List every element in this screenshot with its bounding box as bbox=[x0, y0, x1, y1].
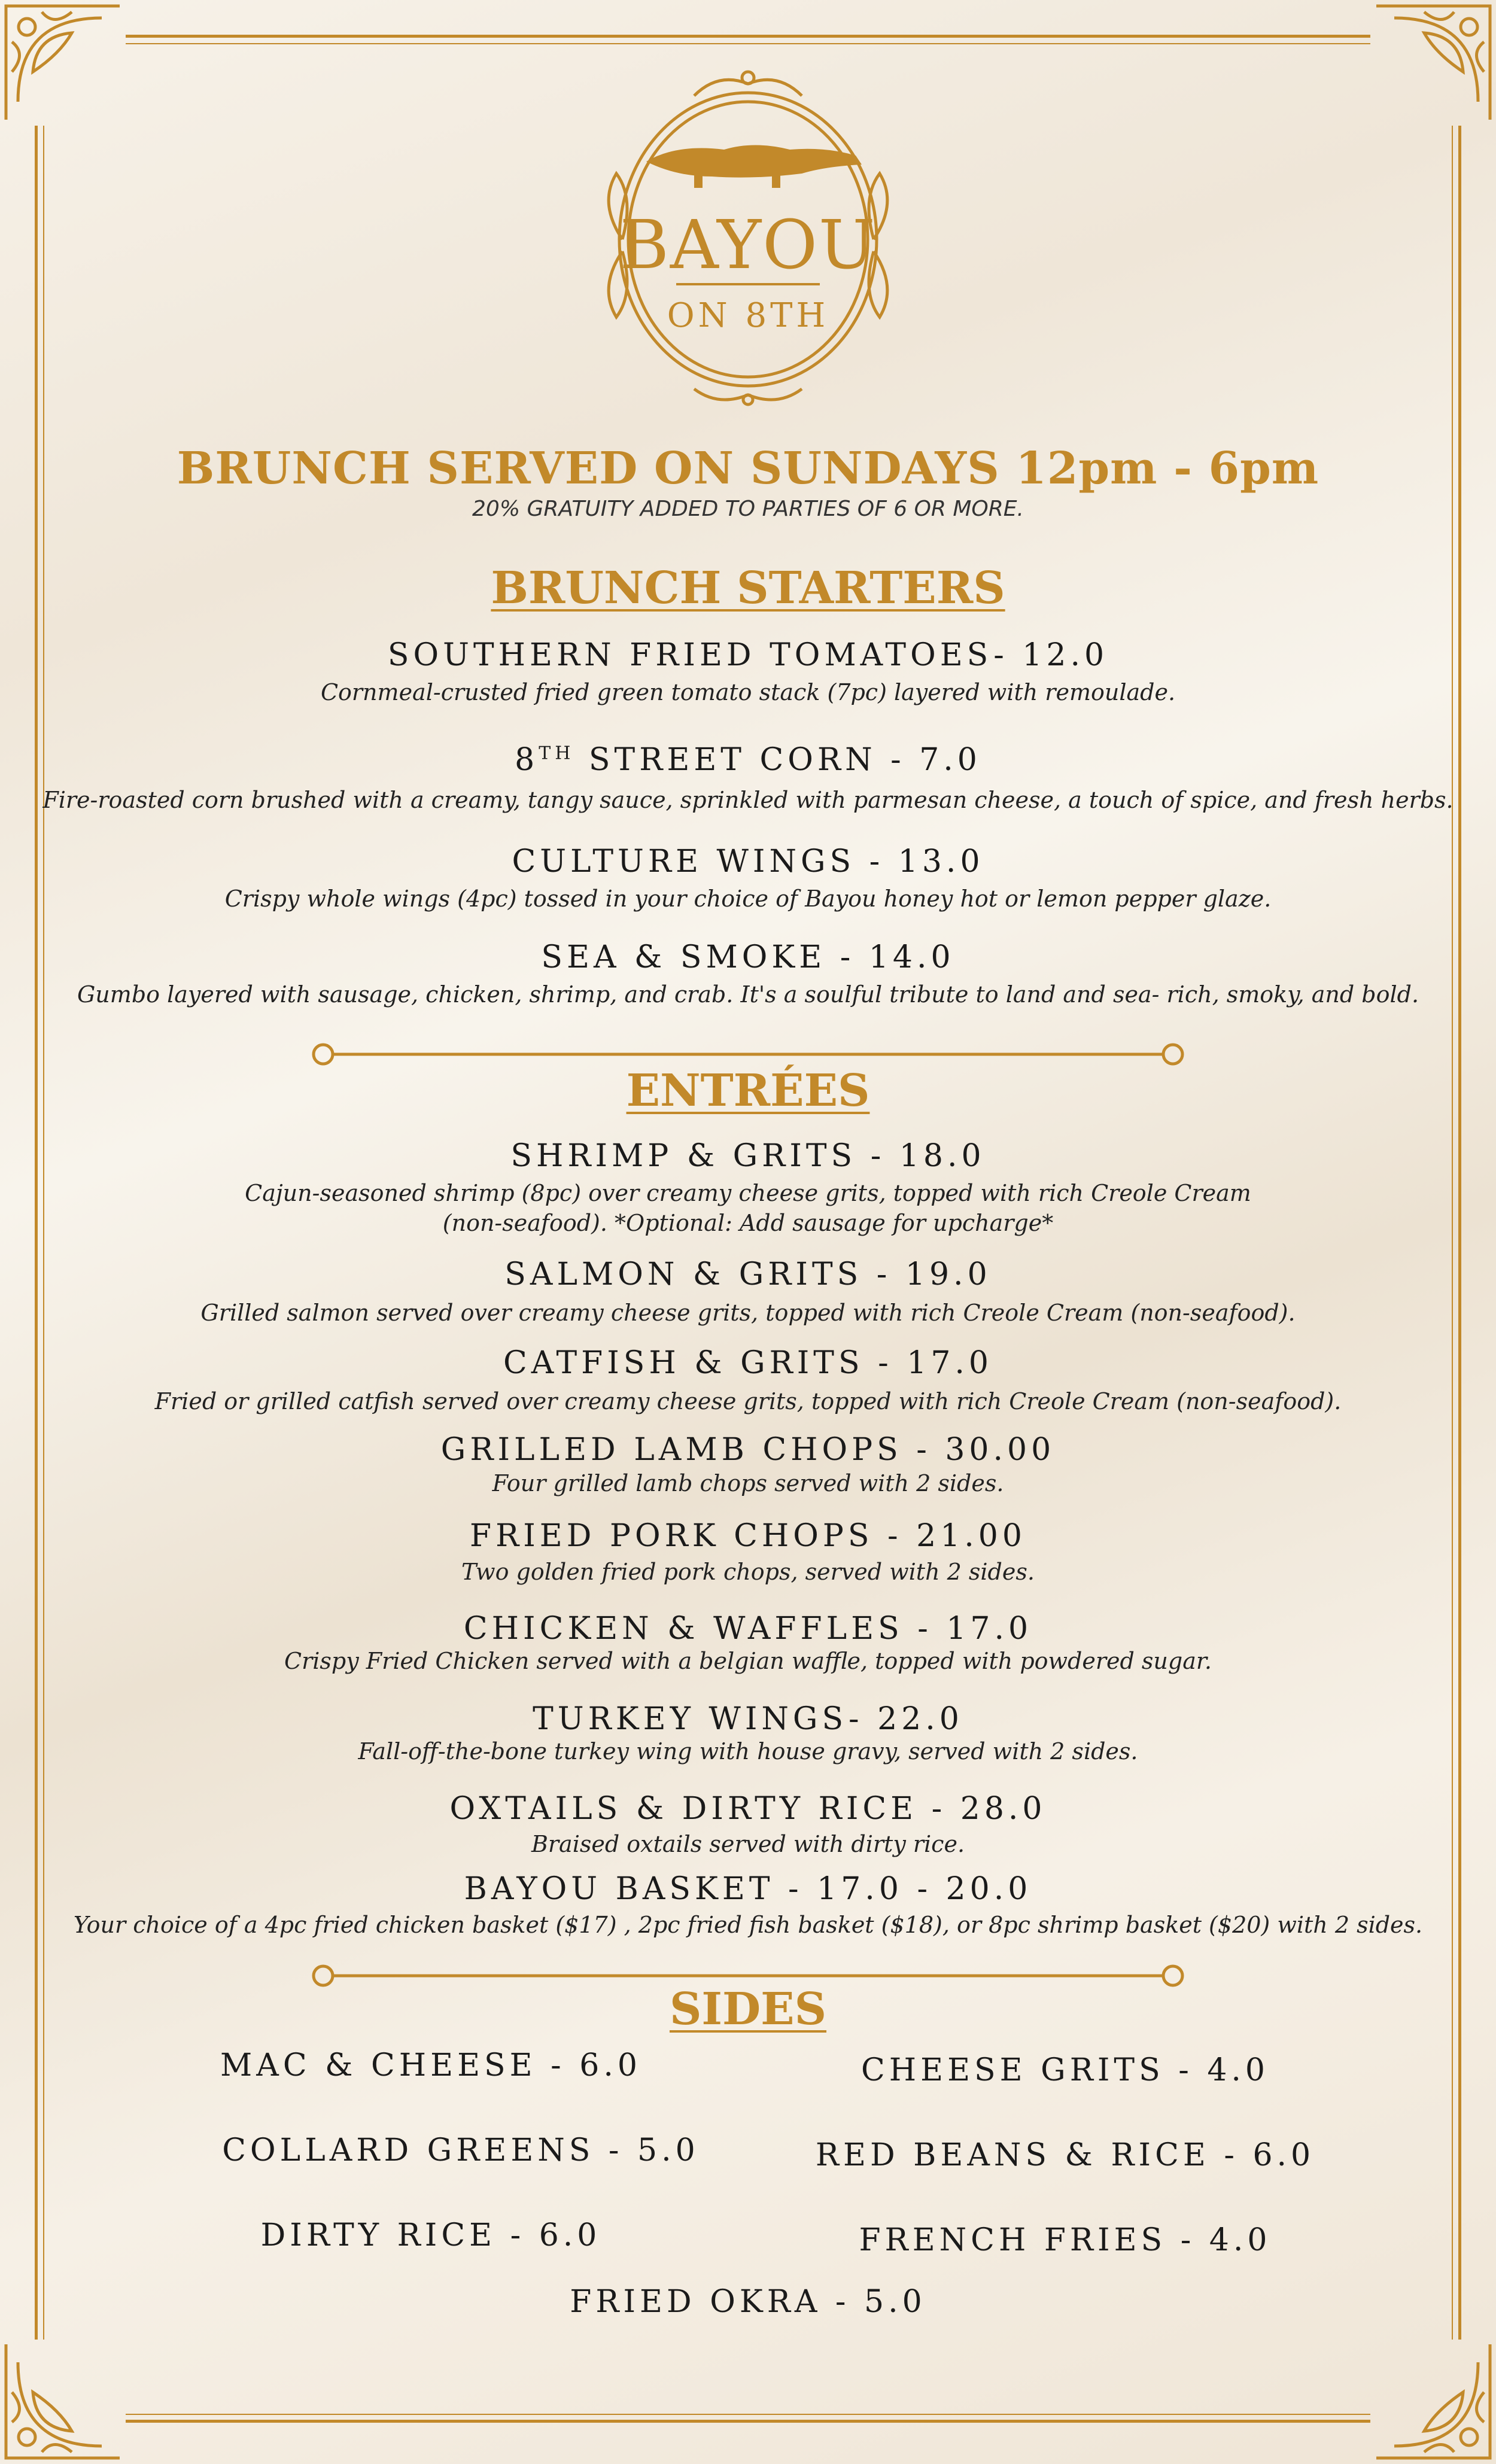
side-item: DIRTY RICE - 6.0 bbox=[260, 2217, 601, 2253]
menu-item-description: Your choice of a 4pc fried chicken basket ($17) , 2pc fried fish basket ($18), or 8pc shrimp basket ($20) with 2 sides. bbox=[73, 1912, 1423, 1938]
menu-item-description: Cajun-seasoned shrimp (8pc) over creamy cheese grits, topped with rich Creole Cream bbox=[245, 1180, 1251, 1206]
menu-item-description: Cornmeal-crusted fried green tomato stack (7pc) layered with remoulade. bbox=[320, 679, 1176, 705]
menu-item-description: Crispy Fried Chicken served with a belgian waffle, topped with powdered sugar. bbox=[284, 1648, 1212, 1674]
entrees-section-title: ENTRÉES bbox=[626, 1065, 870, 1117]
frame-bottom-line-inner bbox=[126, 2414, 1370, 2415]
menu-item-description: Fire-roasted corn brushed with a creamy, tangy sauce, sprinkled with parmesan cheese, a touch of spice, and fresh herbs. bbox=[42, 787, 1454, 813]
menu-item-name: GRILLED LAMB CHOPS - 30.00 bbox=[440, 1432, 1056, 1468]
menu-item-description: Gumbo layered with sausage, chicken, shrimp, and crab. It's a soulful tribute to land and sea- rich, smoky, and bold. bbox=[77, 981, 1419, 1008]
menu-item-description: Grilled salmon served over creamy cheese grits, topped with rich Creole Cream (non-seafood). bbox=[200, 1300, 1296, 1326]
frame-top-line bbox=[126, 35, 1370, 38]
menu-item-name: SEA & SMOKE - 14.0 bbox=[541, 939, 955, 975]
section-divider bbox=[311, 1042, 1185, 1066]
menu-item-description: Four grilled lamb chops served with 2 sides. bbox=[492, 1470, 1004, 1496]
logo-wordmark-bayou: BAYOU bbox=[619, 206, 877, 284]
side-item: FRIED OKRA - 5.0 bbox=[570, 2284, 926, 2320]
menu-item-description: Two golden fried pork chops, served with 2 sides. bbox=[461, 1559, 1035, 1585]
menu-item-name: CHICKEN & WAFFLES - 17.0 bbox=[463, 1611, 1033, 1647]
side-item: COLLARD GREENS - 5.0 bbox=[222, 2133, 700, 2168]
sides-section-title: SIDES bbox=[669, 1984, 827, 2035]
menu-item-description: Braised oxtails served with dirty rice. bbox=[531, 1831, 965, 1857]
menu-item-name: SALMON & GRITS - 19.0 bbox=[504, 1257, 992, 1292]
menu-item-description: Fried or grilled catfish served over creamy cheese grits, topped with rich Creole Cream (non-seafood). bbox=[154, 1388, 1342, 1414]
menu-item-name: CATFISH & GRITS - 17.0 bbox=[503, 1345, 993, 1381]
menu-item-description-line-2: (non-seafood). *Optional: Add sausage for upcharge* bbox=[442, 1210, 1054, 1236]
bayou-logo bbox=[574, 60, 922, 407]
alligator-icon bbox=[646, 145, 862, 188]
menu-item-name-number: 8 bbox=[515, 742, 539, 778]
corner-ornament-bottom-left bbox=[0, 2338, 126, 2464]
corner-ornament-bottom-right bbox=[1370, 2338, 1496, 2464]
menu-item-name bbox=[0, 742, 1496, 778]
side-item: RED BEANS & RICE - 6.0 bbox=[815, 2137, 1315, 2173]
gratuity-note: 20% GRATUITY ADDED TO PARTIES OF 6 OR MORE. bbox=[472, 497, 1024, 521]
menu-item-description: Crispy whole wings (4pc) tossed in your choice of Bayou honey hot or lemon pepper glaze. bbox=[224, 886, 1272, 912]
menu-item-name-ordinal: TH bbox=[539, 743, 575, 764]
menu-item-name-rest: STREET CORN - 7.0 bbox=[574, 742, 981, 778]
starters-section-title: BRUNCH STARTERS bbox=[491, 562, 1005, 614]
menu-item-name: CULTURE WINGS - 13.0 bbox=[512, 844, 984, 880]
side-item: MAC & CHEESE - 6.0 bbox=[220, 2048, 641, 2083]
frame-bottom-line bbox=[126, 2420, 1370, 2423]
menu-item-name: SOUTHERN FRIED TOMATOES- 12.0 bbox=[387, 637, 1109, 673]
menu-item-name: BAYOU BASKET - 17.0 - 20.0 bbox=[464, 1871, 1032, 1907]
logo-wordmark-on-8th: ON 8TH bbox=[667, 296, 829, 335]
corner-ornament-top-right bbox=[1370, 0, 1496, 126]
corner-ornament-top-left bbox=[0, 0, 126, 126]
side-item: CHEESE GRITS - 4.0 bbox=[860, 2052, 1270, 2088]
brunch-hours-headline: BRUNCH SERVED ON SUNDAYS 12pm - 6pm bbox=[177, 443, 1319, 494]
menu-item-name: OXTAILS & DIRTY RICE - 28.0 bbox=[449, 1791, 1047, 1827]
menu-item-name: FRIED PORK CHOPS - 21.00 bbox=[470, 1518, 1026, 1554]
menu-item-name: TURKEY WINGS- 22.0 bbox=[533, 1701, 963, 1737]
menu-item-name: SHRIMP & GRITS - 18.0 bbox=[510, 1138, 986, 1174]
frame-top-line-inner bbox=[126, 43, 1370, 44]
menu-item-description: Fall-off-the-bone turkey wing with house gravy, served with 2 sides. bbox=[358, 1738, 1138, 1765]
side-item: FRENCH FRIES - 4.0 bbox=[859, 2222, 1272, 2258]
